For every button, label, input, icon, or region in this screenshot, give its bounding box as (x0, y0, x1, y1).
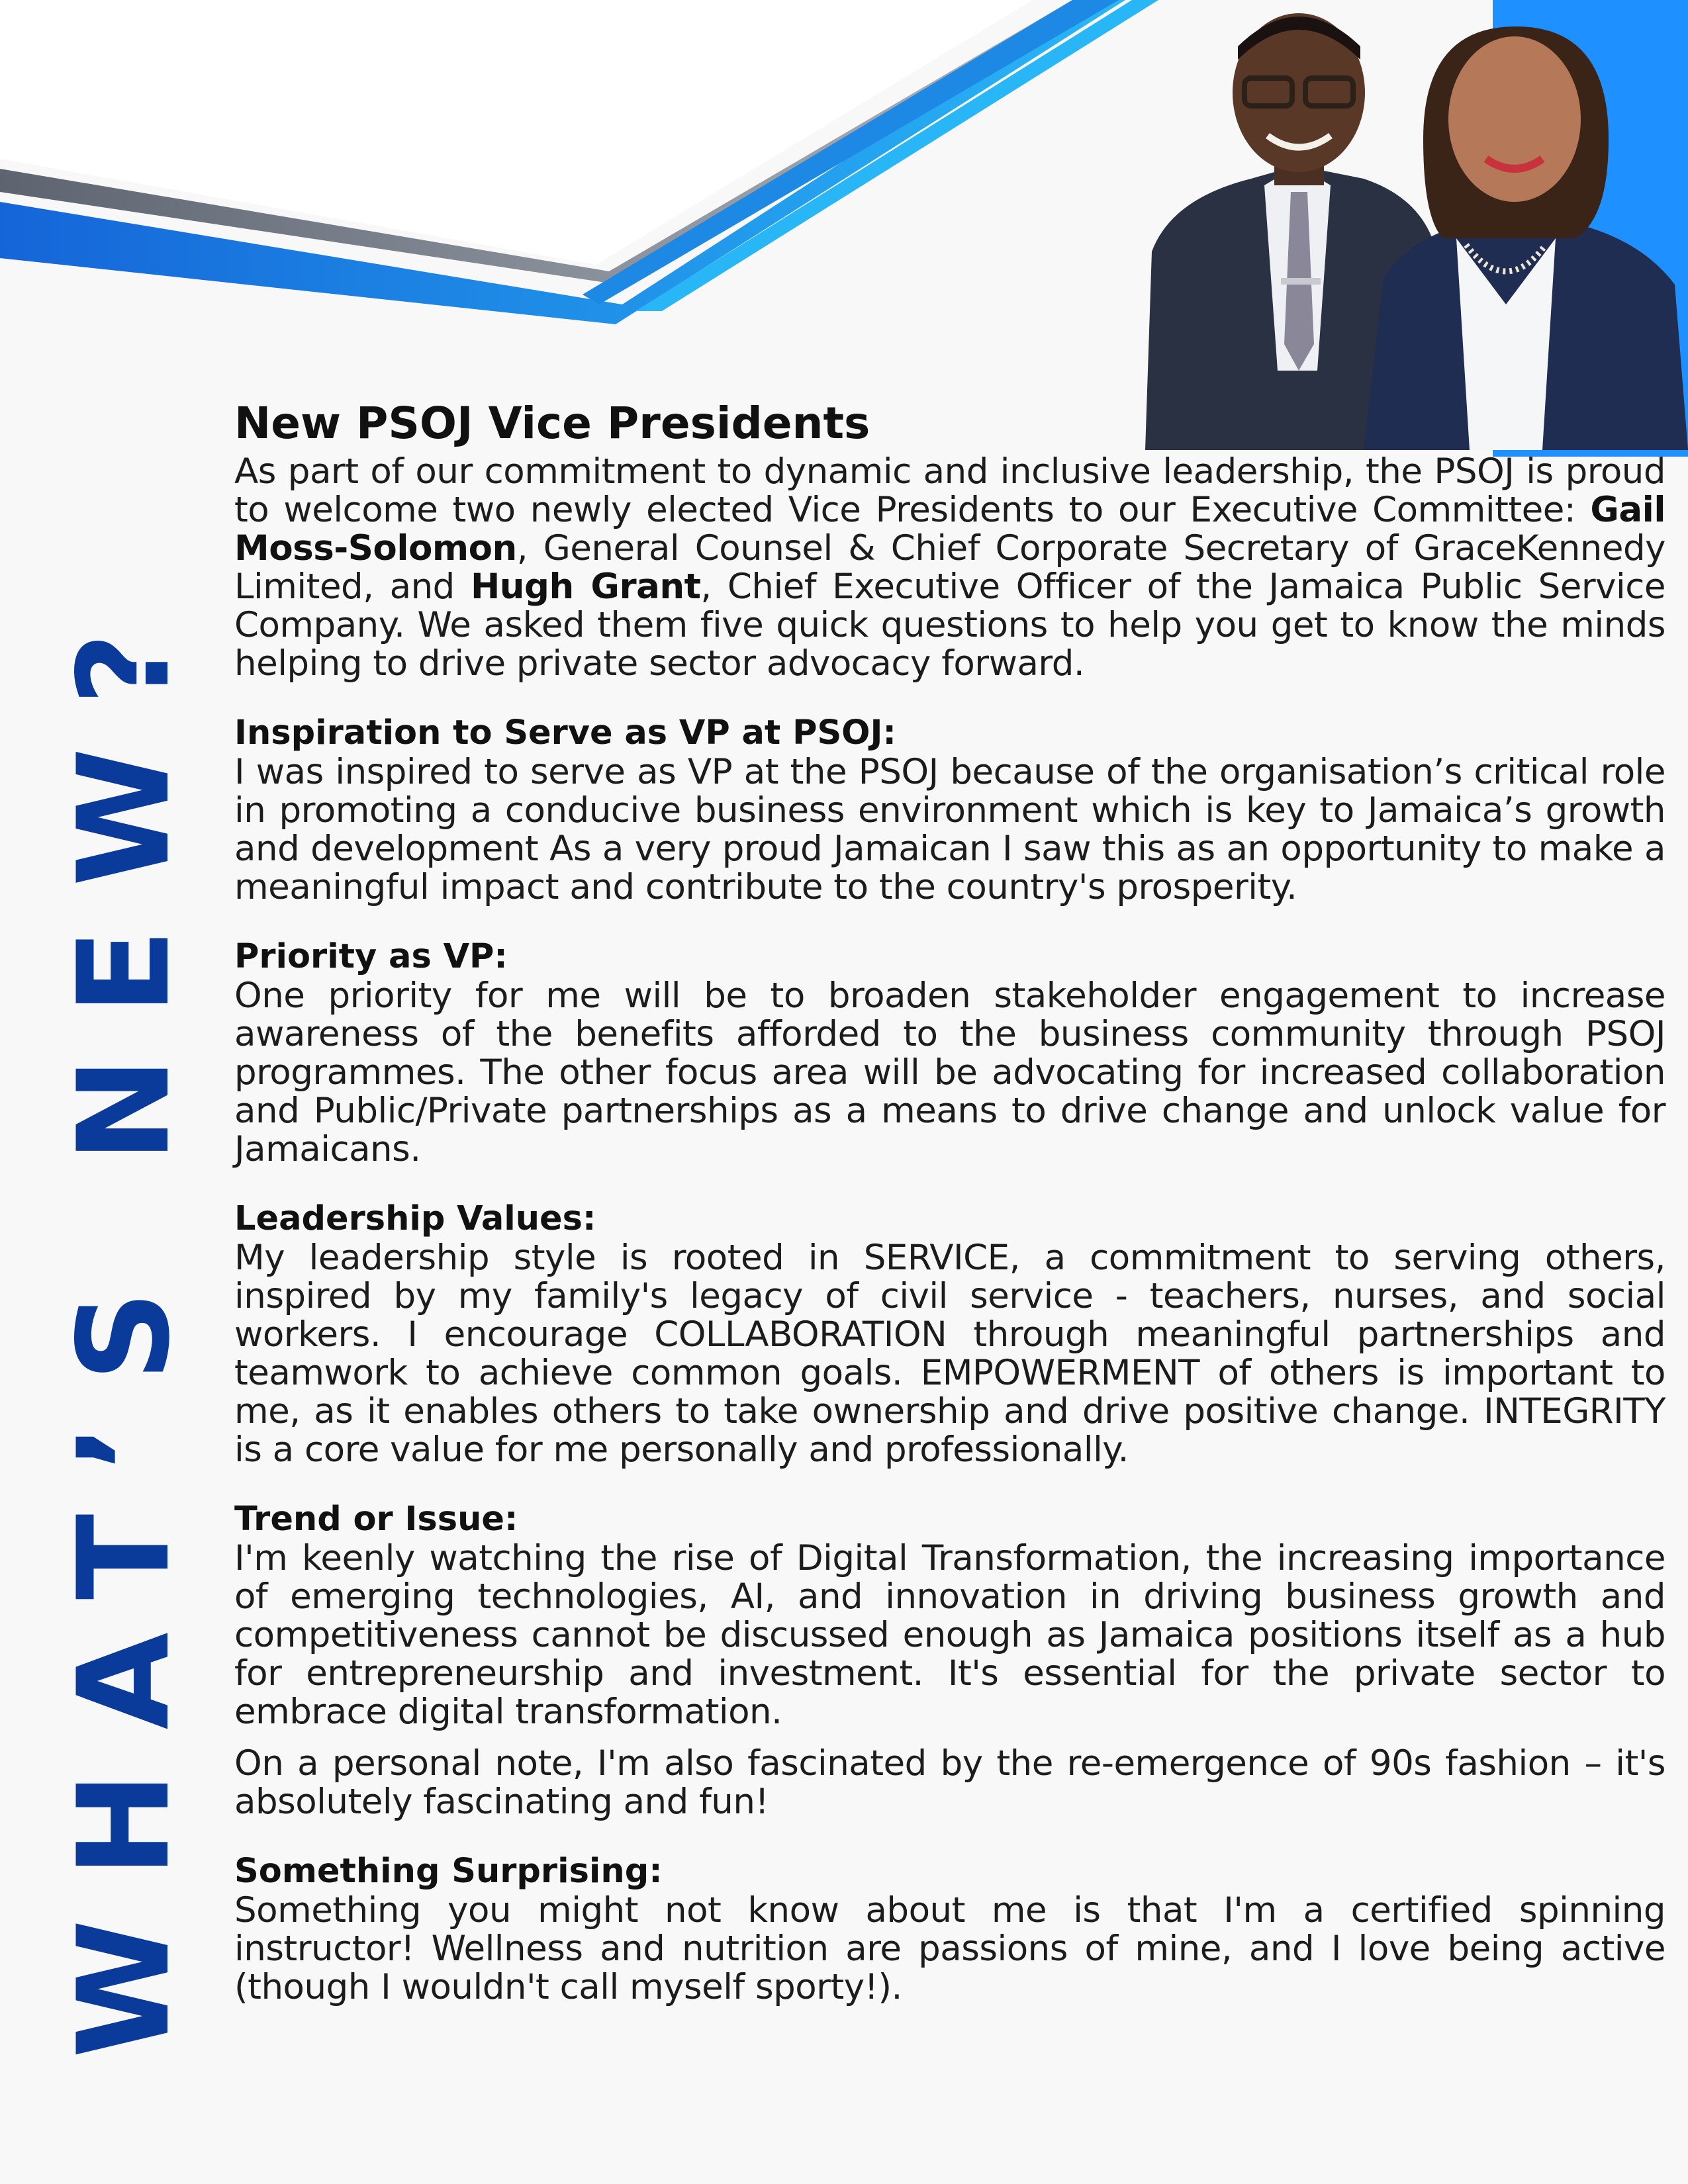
section-heading: Priority as VP: (234, 937, 508, 976)
section-leadership-values (234, 1199, 1665, 1469)
section-heading: Leadership Values: (234, 1199, 596, 1238)
section-heading: Something Surprising: (234, 1852, 663, 1891)
section-paragraph: Something you might not know about me is that I'm a certified spinning instructor! Wellness and nutrition are passions of mine, and I love being active (though I wouldn't call myself sporty!). (234, 1890, 1665, 2007)
section-paragraph: One priority for me will be to broaden stakeholder engagement to increase awareness of the benefits afforded to the business community through PSOJ programmes. The other focus area will be advocating for increased collaboration and Public/Private partnerships as a means to drive change and unlock value for Jamaicans. (234, 976, 1665, 1169)
section-paragraph: My leadership style is rooted in SERVICE, a commitment to serving others, inspired by my family's legacy of civil service - teachers, nurses, and social workers. I encourage COLLABORATION through meaningful partnerships and teamwork to achieve common goals. EMPOWERMENT of others is important to me, as it enables others to take ownership and drive positive change. INTEGRITY is a core value for me personally and professionally. (234, 1238, 1665, 1470)
intro-text-1: As part of our commitment to dynamic and inclusive leadership, the PSOJ is proud to welcome two newly elected Vice Presidents to our Executive Committee: (234, 451, 1665, 530)
article (234, 397, 1665, 2007)
intro-text-3: , Chief Executive Officer of the Jamaica Public Service Company. We asked them five quick questions to help you get to know the minds helping to drive private sector advocacy forward. (234, 567, 1666, 684)
man-tie-clip (1281, 278, 1321, 285)
intro-paragraph (234, 453, 1665, 683)
section-priority (234, 937, 1665, 1169)
article-headline: New PSOJ Vice Presidents (234, 398, 870, 449)
vp-name-hugh: Hugh Grant (470, 567, 701, 607)
section-heading: Trend or Issue: (234, 1500, 518, 1539)
section-something-surprising (234, 1852, 1665, 2007)
woman-head (1448, 36, 1581, 202)
vice-presidents-portrait (1145, 0, 1688, 450)
intro-text-2: , General Counsel & Chief Corporate Secretary of GraceKennedy Limited, and (234, 528, 1665, 607)
section-heading: Inspiration to Serve as VP at PSOJ: (234, 713, 896, 752)
section-paragraph: I was inspired to serve as VP at the PSOJ because of the organisation’s critical role in promoting a conducive business environment which is key to Jamaica’s growth and development As a very proud Jamaican I saw this as an opportunity to make a meaningful impact and contribute to the country's prosperity. (234, 752, 1665, 907)
section-paragraph: I'm keenly watching the rise of Digital Transformation, the increasing importance of emerging technologies, AI, and innovation in driving business growth and competitiveness cannot be discussed enough as Jamaica positions itself as a hub for entrepreneurship and investment. It's essential for the private sector to embrace digital transformation. (234, 1538, 1665, 1732)
section-inspiration (234, 713, 1665, 907)
side-title-whats-new: WHAT’S NEW? (51, 590, 197, 2058)
section-paragraph: On a personal note, I'm also fascinated by the re-emergence of 90s fashion – it's absolutely fascinating and fun! (234, 1743, 1665, 1822)
section-trend-or-issue (234, 1500, 1665, 1821)
vp-name-gail: Gail Moss-Solomon (234, 490, 1665, 569)
